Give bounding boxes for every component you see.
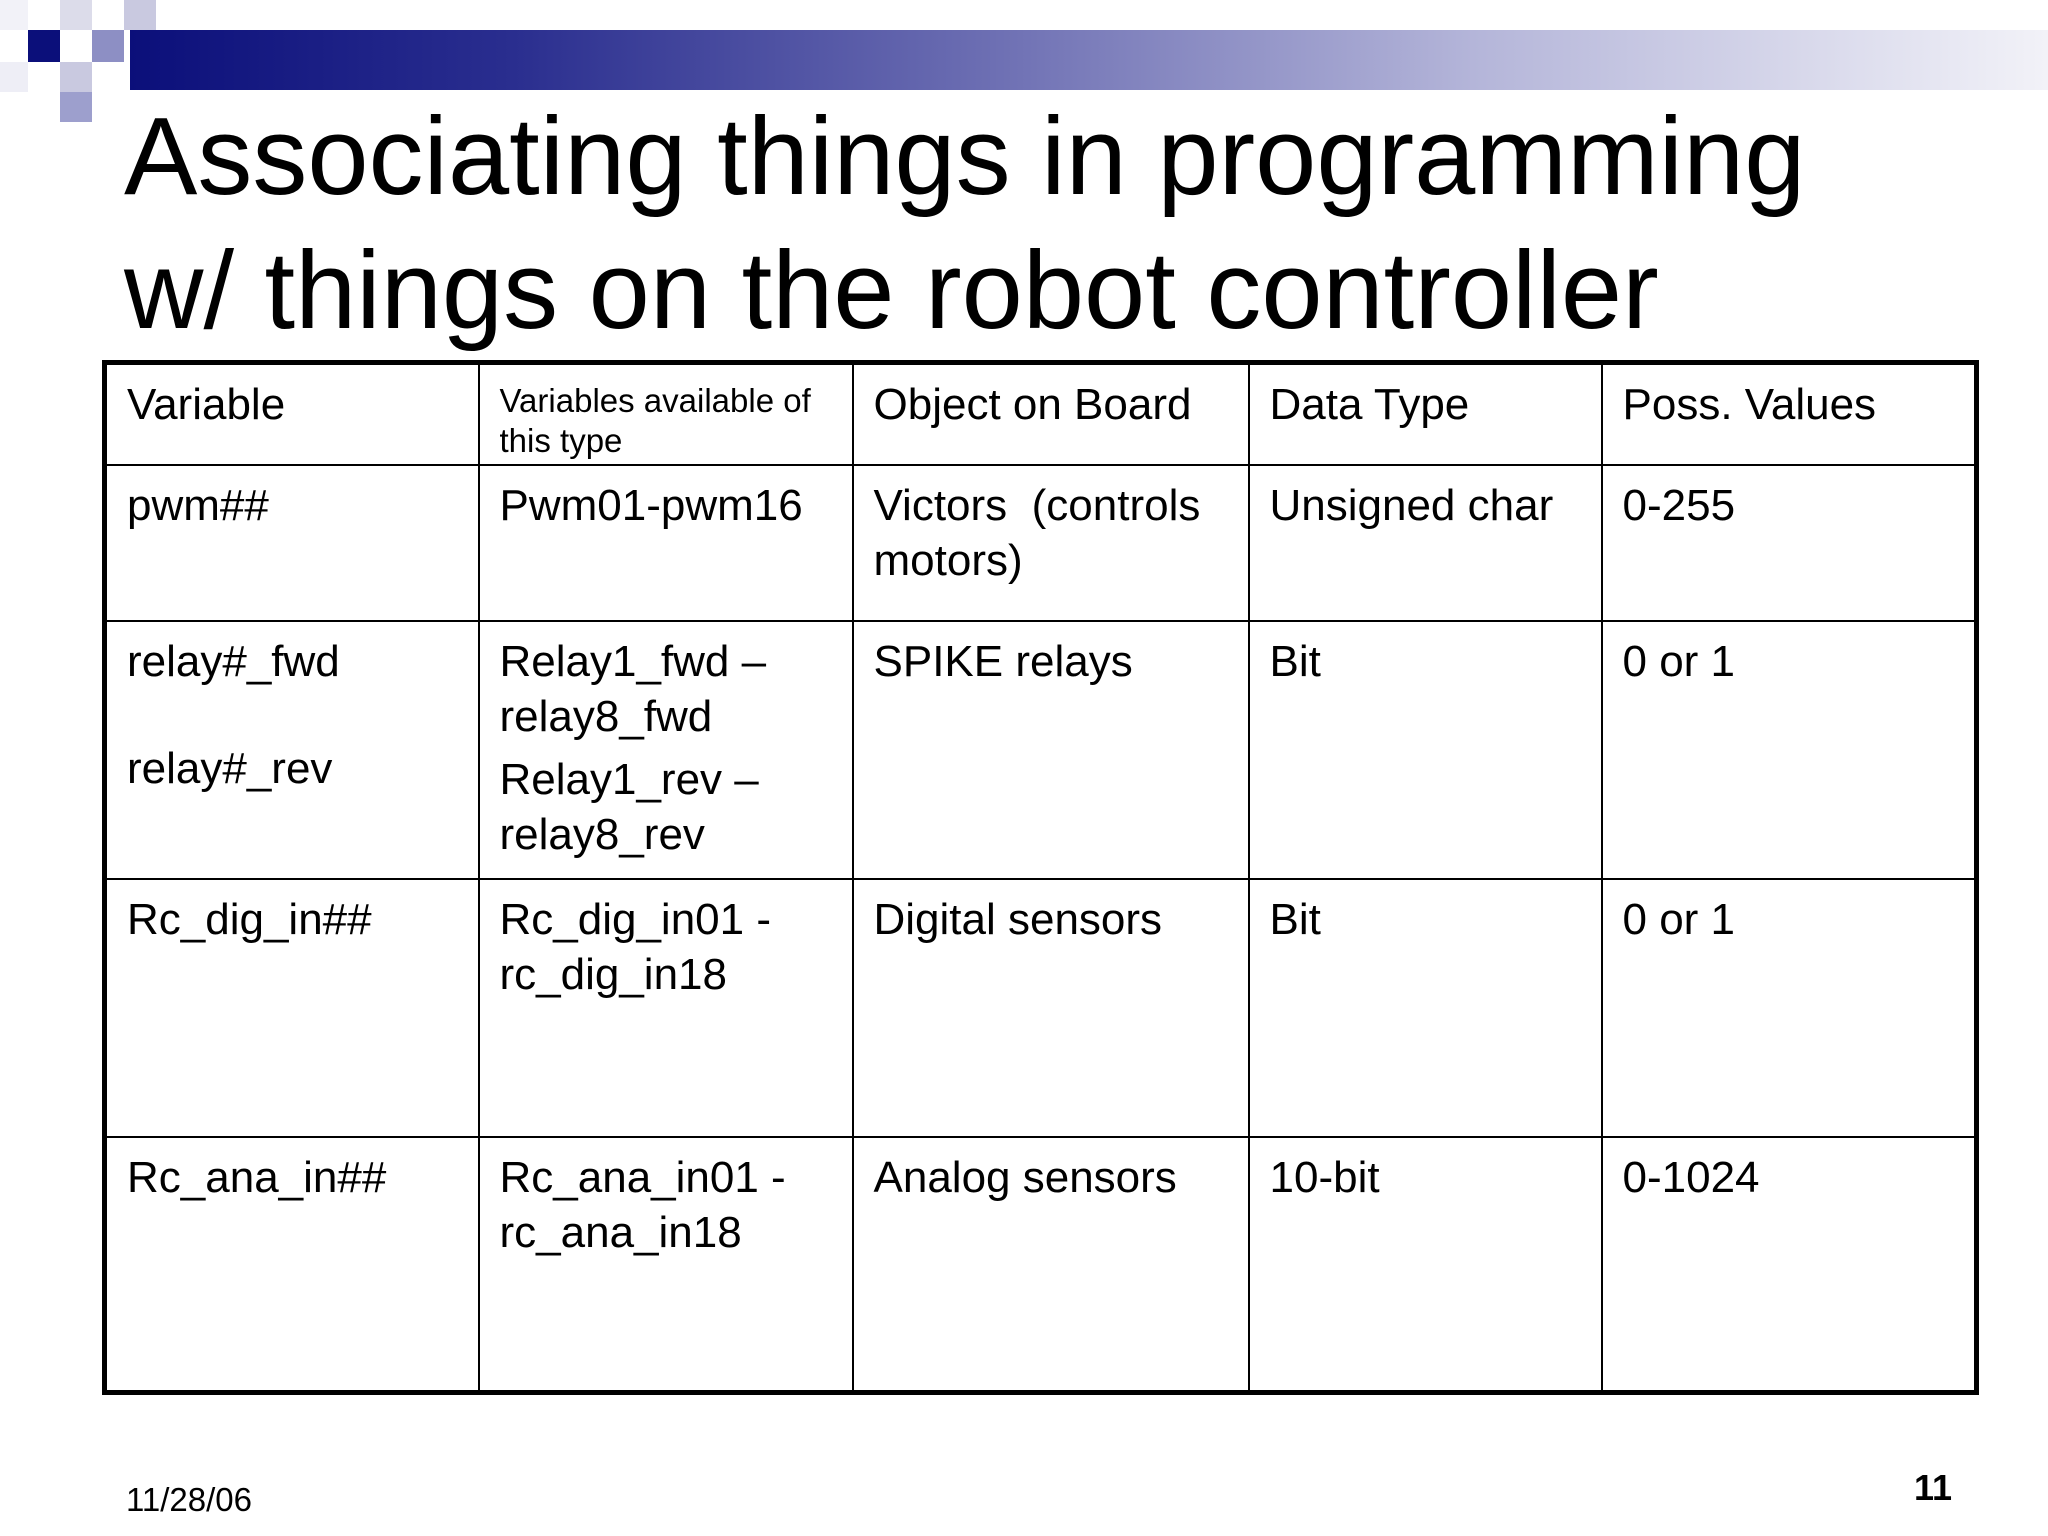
header-gradient-band (130, 30, 2048, 90)
decor-square (60, 92, 92, 122)
page-number: 11 (1913, 1467, 1952, 1508)
table-row (105, 465, 1977, 621)
cell-values: 0 or 1 (1602, 621, 1977, 879)
decor-square (92, 30, 124, 62)
slide-title (124, 90, 2004, 358)
available-range: Rc_dig_in01 - rc_dig_in18 (499, 894, 771, 999)
footer-date: 11/28/06 (126, 1481, 253, 1518)
variable-name: pwm## (127, 480, 269, 530)
header-variable: Variable (105, 363, 479, 465)
header-object-on-board: Object on Board (853, 363, 1249, 465)
variable-name: Rc_ana_in## (127, 1152, 387, 1202)
cell-variable (105, 621, 479, 879)
cell-values: 0-255 (1602, 465, 1977, 621)
cell-object: SPIKE relays (853, 621, 1249, 879)
cell-data-type: 10-bit (1249, 1137, 1602, 1393)
title-line-1: Associating things in programming (124, 95, 1806, 218)
decor-square (0, 62, 28, 92)
decor-square (60, 0, 92, 30)
cell-data-type: Unsigned char (1249, 465, 1602, 621)
cell-values: 0-1024 (1602, 1137, 1977, 1393)
cell-variable (105, 879, 479, 1137)
cell-variable (105, 1137, 479, 1393)
cell-available (479, 465, 853, 621)
available-range: Relay1_fwd – relay8_fwd (499, 636, 767, 741)
available-range: Rc_ana_in01 - rc_ana_in18 (499, 1152, 786, 1257)
variable-name: Rc_dig_in## (127, 894, 372, 944)
table-row (105, 1137, 1977, 1393)
available-range: Pwm01-pwm16 (499, 480, 803, 530)
header-possible-values: Poss. Values (1602, 363, 1977, 465)
cell-available (479, 879, 853, 1137)
cell-data-type: Bit (1249, 879, 1602, 1137)
cell-object: Digital sensors (853, 879, 1249, 1137)
cell-data-type: Bit (1249, 621, 1602, 879)
variable-name: relay#_fwd (127, 636, 340, 686)
decor-square (28, 30, 60, 62)
header-variables-available: Variables available of this type (479, 363, 853, 465)
table-row (105, 621, 1977, 879)
table-header-row (105, 363, 1977, 465)
title-line-2: w/ things on the robot controller (124, 229, 1659, 352)
cell-object: Analog sensors (853, 1137, 1249, 1393)
decor-square (0, 0, 28, 30)
variables-table (102, 360, 1979, 1395)
variable-name: relay#_rev (127, 743, 333, 793)
cell-available (479, 1137, 853, 1393)
table-row (105, 879, 1977, 1137)
available-range: Relay1_rev – relay8_rev (499, 754, 759, 859)
header-data-type: Data Type (1249, 363, 1602, 465)
cell-variable (105, 465, 479, 621)
cell-object: Victors (controls motors) (853, 465, 1249, 621)
decor-square (124, 0, 156, 30)
cell-values: 0 or 1 (1602, 879, 1977, 1137)
cell-available (479, 621, 853, 879)
decor-square (60, 62, 92, 92)
